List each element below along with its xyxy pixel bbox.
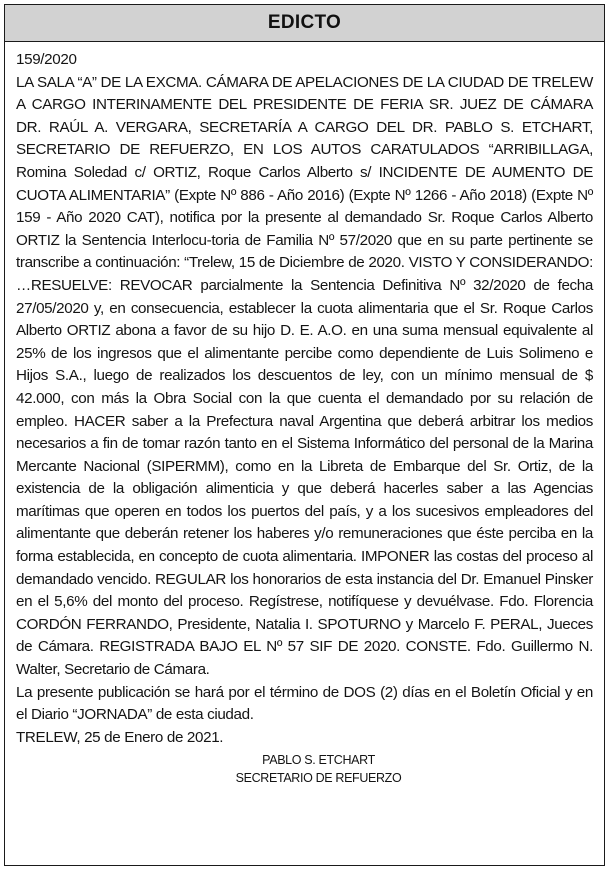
signature-block [16,751,593,787]
edict-text: LA SALA “A” DE LA EXCMA. CÁMARA DE APELACIONES DE LA CIUDAD DE TRELEW A CARGO INTERINAMENTE DEL PRESIDENTE DE FERIA SR. JUEZ DE CÁMARA DR. RAÚL A. VERGARA, SECRETARÍA A CARGO DEL DR. PABLO S. ETCHART, SECRETARIO DE REFUERZO, EN LOS AUTOS CARATULADOS “ARRIBILLAGA, Romina Soledad c/ ORTIZ, Roque Carlos Alberto s/ INCIDENTE DE AUMENTO DE CUOTA ALIMENTARIA” (Expte Nº 886 - Año 2016) (Expte Nº 1266 - Año 2018) (Expte Nº 159 - Año 2020 CAT), notifica por la presente al demandado Sr. Roque Carlos Alberto ORTIZ la Sentencia Interlocu-toria de Familia Nº 57/2020 que en su parte pertinente se transcribe a continuación: “Trelew, 15 de Diciembre de 2020. VISTO Y CONSIDERANDO: …RESUELVE: REVOCAR parcialmente la Sentencia Definitiva Nº 32/2020 de fecha 27/05/2020 y, en consecuencia, establecer la cuota alimentaria que el Sr. Roque Carlos Alberto ORTIZ abona a favor de su hijo D. E. A.O. en una suma mensual equivalente al 25% de los ingresos que el alimentante percibe como dependiente de Luis Solimeno e Hijos S.A., luego de realizados los descuentos de ley, con un mínimo mensual de $ 42.000, con más la Obra Social con la que cuenta el demandado por su relación de empleo. HACER saber a la Prefectura naval Argentina que deberá arbitrar los medios necesarios a fin de tomar razón tanto en el Sistema Informático del personal de la Marina Mercante Nacional (SIPERMM), como en la Libreta de Embarque del Sr. Ortiz, de la existencia de la obligación alimenticia y que deberá hacerles saber a las Agencias marítimas que operen en todos los puertos del país, y a los sucesivos empleadores del alimentante que deberán retener los haberes y/o remuneraciones que éste perciba en la forma establecida, en concepto de cuota alimentaria. IMPONER las costas del proceso al demandado vencido. REGULAR los honorarios de esta instancia del Dr. Emanuel Pinsker en el 5,6% del monto del proceso. Regístrese, notifíquese y devuélvase. Fdo. Florencia CORDÓN FERRANDO, Presidente, Natalia I. SPOTURNO y Marcelo F. PERAL, Jueces de Cámara. REGISTRADA BAJO EL Nº 57 SIF DE 2020. CONSTE. Fdo. Guillermo N. Walter, Secretario de Cámara. [16,73,593,679]
edict-notice [4,4,605,866]
signatory-name: PABLO S. ETCHART [262,753,375,768]
signatory-role: SECRETARIO DE REFUERZO [235,771,402,786]
page-title: EDICTO [267,12,342,33]
title-bar [5,5,604,42]
edict-number: 159/2020 [16,51,77,68]
publication-notice: La presente publicación se hará por el término de DOS (2) días en el Boletín Oficial y en el Diario “JORNADA” de esta ciudad. [16,683,593,724]
date-line: TRELEW, 25 de Enero de 2021. [16,728,224,746]
edict-body [5,42,604,787]
